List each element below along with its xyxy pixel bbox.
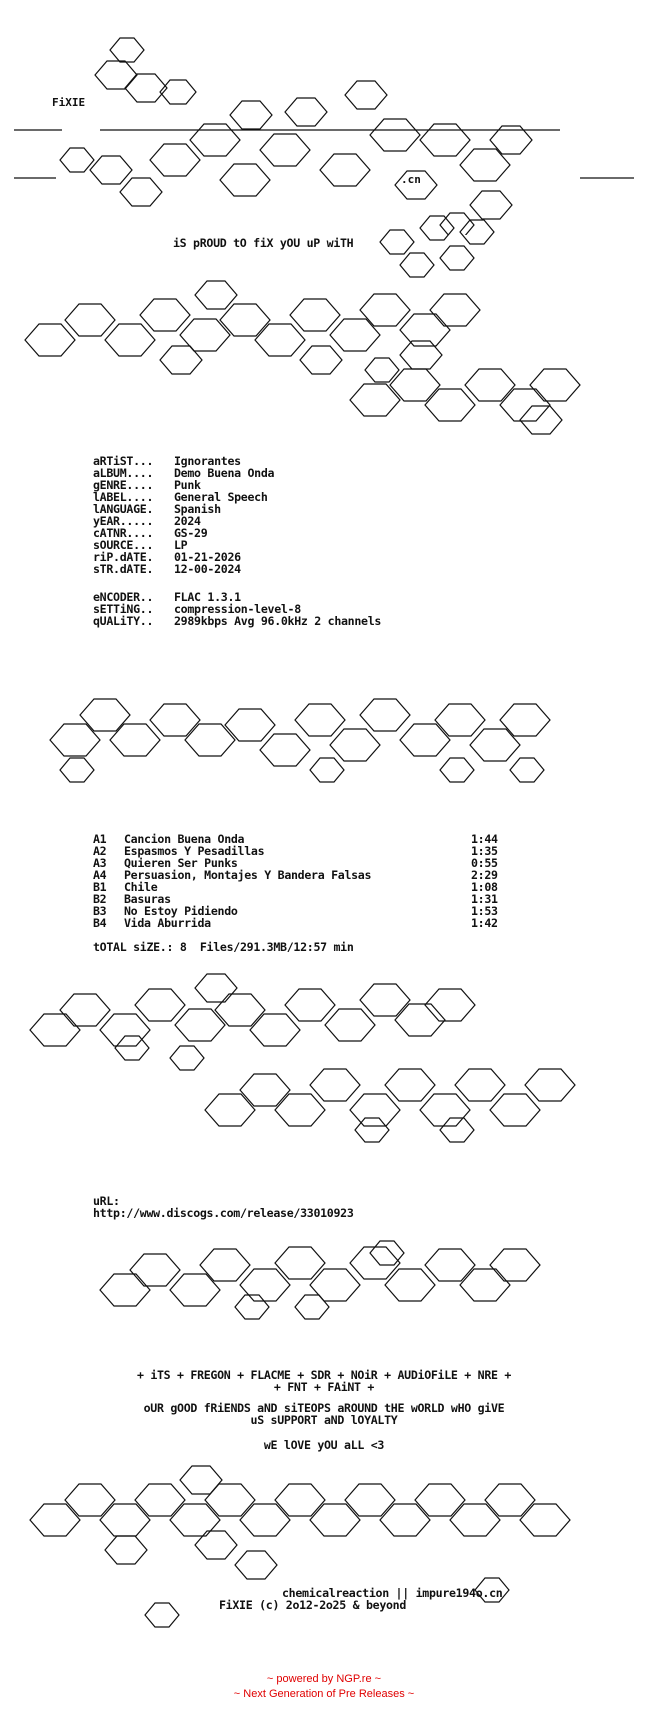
info-key: riP.dATE. (93, 550, 154, 564)
info-value: Demo Buena Onda (174, 466, 275, 480)
track-position: B3 (93, 904, 107, 918)
track-title: Persuasion, Montajes Y Bandera Falsas (124, 868, 372, 882)
track-title: Quieren Ser Punks (124, 856, 238, 870)
track-position: B2 (93, 892, 107, 906)
track-time: 1:44 (471, 832, 498, 846)
total-size: tOTAL siZE.: 8 Files/291.3MB/12:57 min (93, 940, 354, 954)
url-label: uRL: (93, 1194, 120, 1208)
track-time: 0:55 (471, 856, 498, 870)
thanks-line: uS sUPPORT aND lOYALTY (250, 1413, 398, 1427)
track-time: 1:35 (471, 844, 498, 858)
track-title: Vida Aburrida (124, 916, 211, 930)
track-title: No Estoy Pidiendo (124, 904, 238, 918)
track-title: Basuras (124, 892, 171, 906)
info-value: Spanish (174, 502, 221, 516)
track-time: 1:53 (471, 904, 498, 918)
info-key: sETTiNG.. (93, 602, 154, 616)
info-key: lANGUAGE. (93, 502, 154, 516)
info-value: LP (174, 538, 188, 552)
tracklist-art (40, 690, 600, 805)
info-key: gENRE.... (93, 478, 154, 492)
info-key: sTR.dATE. (93, 562, 154, 576)
track-position: B4 (93, 916, 107, 930)
logo-domain: .cn (401, 173, 421, 186)
track-position: A3 (93, 856, 107, 870)
url-link[interactable]: http://www.discogs.com/release/33010923 (93, 1206, 354, 1220)
info-value: 12-00-2024 (174, 562, 241, 576)
love-line: wE lOVE yOU aLL <3 (263, 1438, 385, 1452)
info-value: Punk (174, 478, 201, 492)
track-time: 1:31 (471, 892, 498, 906)
track-position: A4 (93, 868, 107, 882)
signature: chemicalreaction || impure194o.cn (282, 1586, 503, 1600)
greets-art (95, 1235, 555, 1335)
intro-art (370, 210, 510, 285)
footer-powered-by (0, 1672, 648, 1687)
info-value: Ignorantes (174, 454, 241, 468)
info-value: FLAC 1.3.1 (174, 590, 241, 604)
track-title: Chile (124, 880, 158, 894)
greets-line: + FNT + FAiNT + (273, 1380, 375, 1394)
title-art-1 (20, 280, 620, 445)
track-time: 1:08 (471, 880, 498, 894)
group-tag: FiXIE (52, 96, 86, 109)
copyright: FiXIE (c) 2o12-2o25 & beyond (219, 1598, 407, 1612)
info-key: cATNR.... (93, 526, 154, 540)
info-value: 01-21-2026 (174, 550, 241, 564)
powered-by-text[interactable]: ~ powered by NGP.re ~ (266, 1673, 382, 1685)
info-key: sOURCE... (93, 538, 154, 552)
track-title: Cancion Buena Onda (124, 832, 245, 846)
track-time: 2:29 (471, 868, 498, 882)
info-key: aLBUM.... (93, 466, 154, 480)
info-value: GS-29 (174, 526, 208, 540)
info-key: eNCODER.. (93, 590, 154, 604)
tagline-text: ~ Next Generation of Pre Releases ~ (233, 1688, 415, 1700)
track-position: A2 (93, 844, 107, 858)
notes-art (20, 970, 620, 1155)
info-key: yEAR..... (93, 514, 154, 528)
track-position: A1 (93, 832, 107, 846)
info-value: 2989kbps Avg 96.0kHz 2 channels (174, 614, 382, 628)
track-position: B1 (93, 880, 107, 894)
info-value: General Speech (174, 490, 268, 504)
thanks-line: oUR gOOD fRiENDS aND siTEOPS aROUND tHE wORLD wHO giVE (143, 1401, 505, 1415)
track-title: Espasmos Y Pesadillas (124, 844, 265, 858)
track-time: 1:42 (471, 916, 498, 930)
info-value: 2024 (174, 514, 201, 528)
intro-line: iS pROUD tO fiX yOU uP wiTH (173, 236, 354, 250)
fixie-logo-art (0, 20, 648, 235)
greets-line: + iTS + FREGON + FLACME + SDR + NOiR + AUDiOFiLE + NRE + (136, 1368, 512, 1382)
info-key: aRTiST... (93, 454, 154, 468)
info-value: compression-level-8 (174, 602, 301, 616)
footer-tagline (0, 1687, 648, 1702)
info-key: qUALiTY.. (93, 614, 154, 628)
info-key: lABEL.... (93, 490, 154, 504)
